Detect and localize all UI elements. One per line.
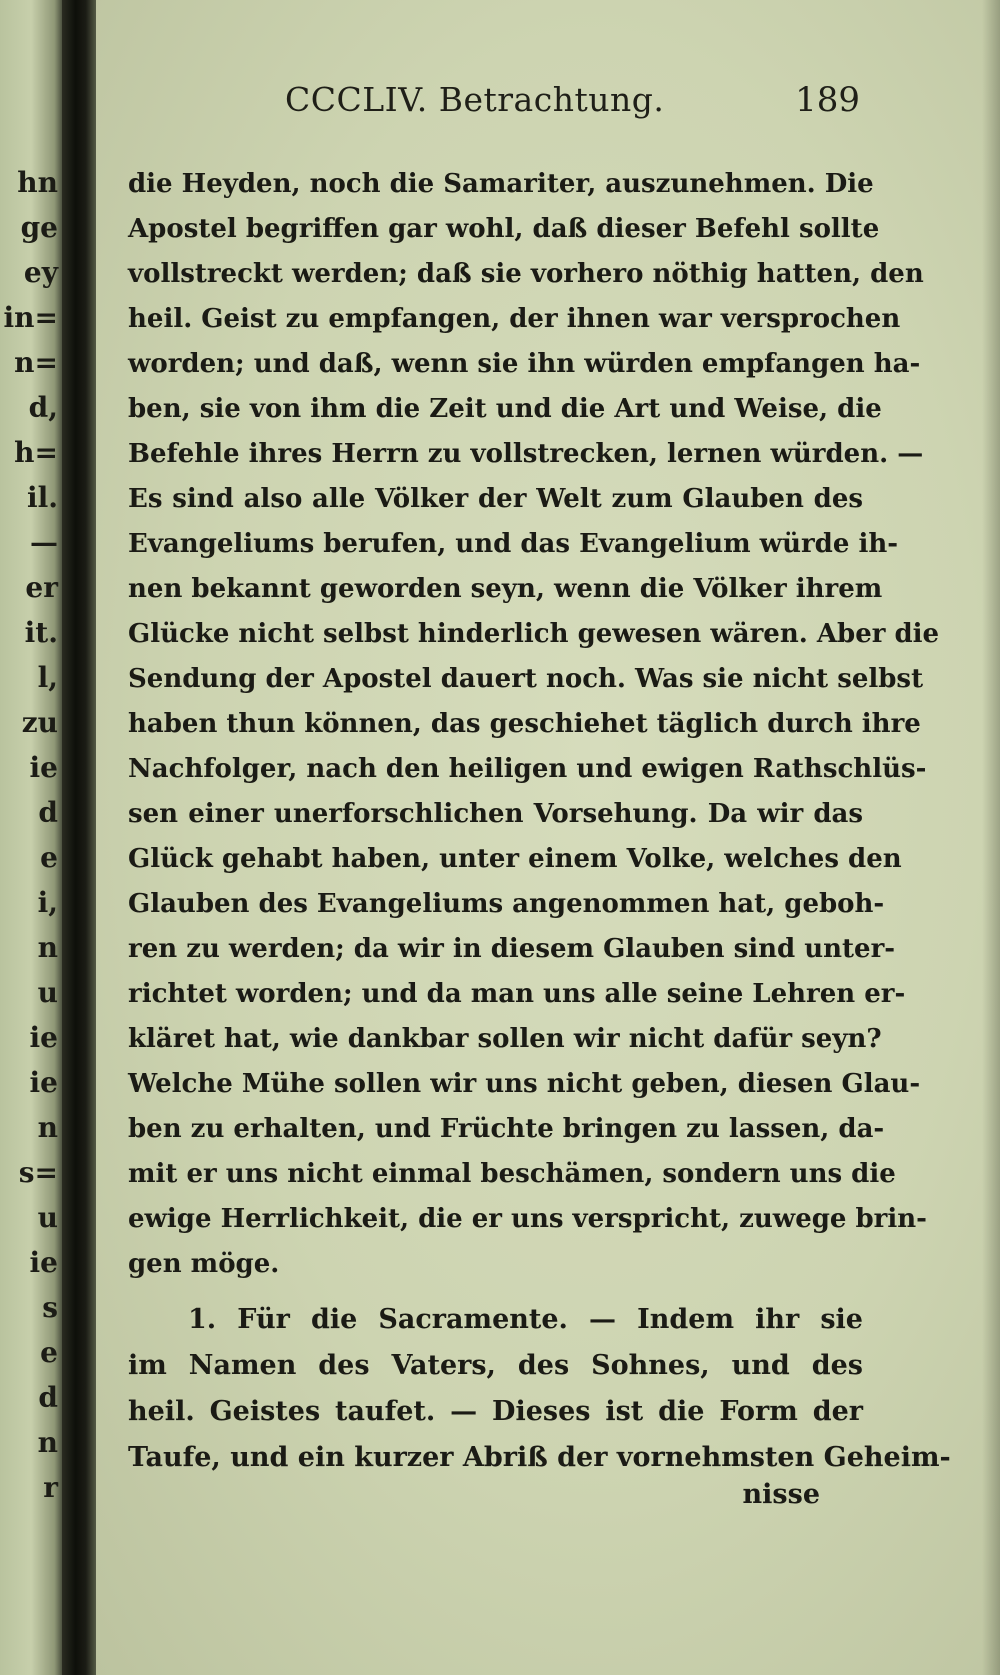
text-line: Apostel begriffen gar wohl, daß dieser Befehl sollte [128, 214, 880, 244]
paragraph-sacraments [128, 1297, 951, 1481]
fragment-line: — [30, 526, 58, 559]
fragment-line: n [37, 1426, 58, 1459]
fragment-line: l, [37, 661, 58, 694]
catchword: nisse [742, 1479, 820, 1510]
fragment-line: in= [3, 301, 58, 334]
fragment-line: r [43, 1471, 58, 1504]
text-line: nen bekannt geworden seyn, wenn die Völker ihrem [128, 574, 883, 604]
text-line: Welche Mühe sollen wir uns nicht geben, diesen Glau- [128, 1069, 921, 1099]
fragment-line: zu [21, 706, 58, 739]
text-line: Glück gehabt haben, unter einem Volke, welches den [128, 844, 902, 874]
text-line: 1. Für die Sacramente. — Indem ihr sie [188, 1304, 863, 1335]
text-line: ben zu erhalten, und Früchte bringen zu lassen, da- [128, 1114, 885, 1144]
text-line: kläret hat, wie dankbar sollen wir nicht dafür seyn? [128, 1024, 882, 1054]
fragment-line: u [37, 1201, 58, 1234]
fragment-line: hn [17, 166, 58, 199]
running-title: CCCLIV. Betrachtung. [285, 80, 665, 119]
fragment-line: ge [20, 211, 58, 244]
paragraph-gap [128, 1287, 863, 1297]
fragment-line: il. [26, 481, 58, 514]
text-line: Es sind also alle Völker der Welt zum Glauben des [128, 484, 863, 514]
fragment-line: s [42, 1291, 58, 1324]
fragment-line: u [37, 976, 58, 1009]
fragment-line: h= [14, 436, 58, 469]
text-line: richtet worden; und da man uns alle seine Lehren er- [128, 979, 906, 1009]
text-line: ren zu werden; da wir in diesem Glauben sind unter- [128, 934, 896, 964]
fragment-line: n= [14, 346, 58, 379]
text-line: sen einer unerforschlichen Vorsehung. Da wir das [128, 799, 863, 829]
fragment-line: ie [29, 1066, 58, 1099]
text-line: im Namen des Vaters, des Sohnes, und des [128, 1350, 863, 1381]
fragment-line: n [37, 931, 58, 964]
left-page-text-fragments [2, 160, 58, 1510]
text-line: haben thun können, das geschiehet täglich durch ihre [128, 709, 921, 739]
text-line: ewige Herrlichkeit, die er uns verspricht, zuwege brin- [128, 1204, 927, 1234]
text-line: ben, sie von ihm die Zeit und die Art und Weise, die [128, 394, 882, 424]
fragment-line: e [40, 841, 58, 874]
text-line: Glauben des Evangeliums angenommen hat, geboh- [128, 889, 885, 919]
fragment-line: i, [37, 886, 58, 919]
paragraph-continuation [128, 162, 940, 1287]
text-line: Sendung der Apostel dauert noch. Was sie nicht selbst [128, 664, 924, 694]
left-page-edge [0, 0, 62, 1675]
text-line: worden; und daß, wenn sie ihn würden empfangen ha- [128, 349, 921, 379]
text-line: Nachfolger, nach den heiligen und ewigen Rathschlüs- [128, 754, 927, 784]
fragment-line: ie [29, 1246, 58, 1279]
text-line: die Heyden, noch die Samariter, auszunehmen. Die [128, 169, 874, 199]
text-line: heil. Geist zu empfangen, der ihnen war versprochen [128, 304, 901, 334]
page-body [128, 162, 951, 1481]
page-number: 189 [795, 80, 860, 120]
page-header [285, 75, 860, 125]
fragment-line: er [25, 571, 58, 604]
book-gutter [62, 0, 96, 1675]
fragment-line: ie [29, 1021, 58, 1054]
text-line: Glücke nicht selbst hinderlich gewesen wären. Aber die [128, 619, 940, 649]
text-line: Evangeliums berufen, und das Evangelium würde ih- [128, 529, 899, 559]
text-line: vollstreckt werden; daß sie vorhero nöthig hatten, den [128, 259, 924, 289]
text-line: gen möge. [128, 1249, 280, 1279]
text-line: mit er uns nicht einmal beschämen, sondern uns die [128, 1159, 896, 1189]
fragment-line: ey [23, 256, 58, 289]
fragment-line: n [37, 1111, 58, 1144]
fragment-line: e [40, 1336, 58, 1369]
text-line: heil. Geistes taufet. — Dieses ist die Form der [128, 1396, 863, 1427]
page-edge-shadow [982, 0, 1000, 1675]
fragment-line: s= [18, 1156, 58, 1189]
text-line: Befehle ihres Herrn zu vollstrecken, lernen würden. — [128, 439, 924, 469]
text-line: Taufe, und ein kurzer Abriß der vornehmsten Geheim- [128, 1442, 951, 1473]
fragment-line: d [38, 1381, 58, 1414]
fragment-line: it. [24, 616, 58, 649]
fragment-line: d [38, 796, 58, 829]
fragment-line: ie [29, 751, 58, 784]
fragment-line: d, [28, 391, 58, 424]
